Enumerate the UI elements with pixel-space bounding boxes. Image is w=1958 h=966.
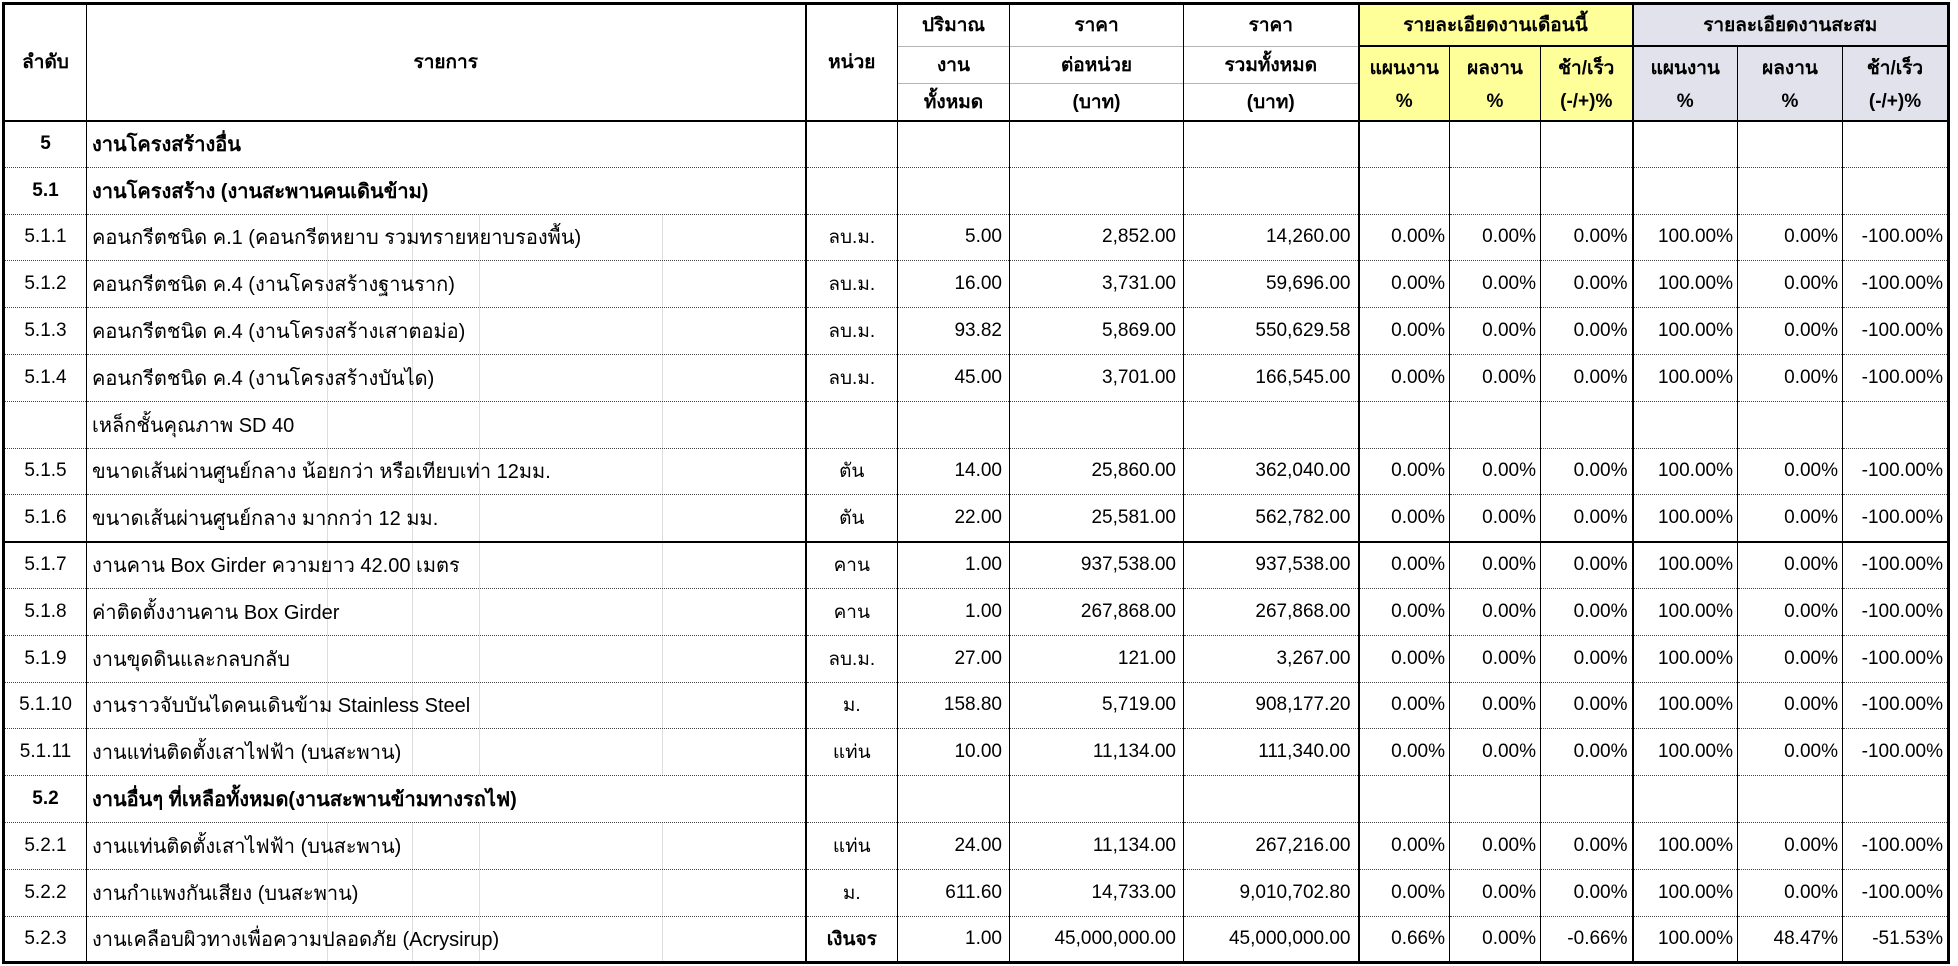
header-month-plan <box>1359 46 1450 121</box>
cell-unit-price: 25,860.00 <box>1010 448 1184 495</box>
cell-m-actual: 0.00% <box>1450 354 1541 401</box>
cell-m-diff: 0.00% <box>1541 869 1633 916</box>
cell-m-diff: 0.00% <box>1541 261 1633 308</box>
cell-no: 5.2.1 <box>4 822 87 869</box>
cell-m-plan <box>1359 121 1450 168</box>
cell-item: คอนกรีตชนิด ค.4 (งานโครงสร้างฐานราก) <box>87 261 806 308</box>
cell-m-actual: 0.00% <box>1450 729 1541 776</box>
cell-m-actual <box>1450 401 1541 448</box>
cell-c-actual <box>1738 776 1843 823</box>
cell-total-price <box>1184 121 1359 168</box>
cell-qty: 16.00 <box>898 261 1010 308</box>
cell-unit: เงินจร <box>806 916 898 963</box>
cell-item: งานกำแพงกันเสียง (บนสะพาน) <box>87 869 806 916</box>
cell-unit-price: 11,134.00 <box>1010 729 1184 776</box>
cell-item: คอนกรีตชนิด ค.1 (คอนกรีตหยาบ รวมทรายหยาบรองพื้น) <box>87 214 806 261</box>
cell-qty: 10.00 <box>898 729 1010 776</box>
cell-m-plan: 0.00% <box>1359 542 1450 589</box>
cell-c-actual: 0.00% <box>1738 542 1843 589</box>
cell-no: 5.1.6 <box>4 495 87 542</box>
cell-c-plan <box>1633 167 1738 214</box>
cell-m-diff: 0.00% <box>1541 588 1633 635</box>
cell-total-price: 166,545.00 <box>1184 354 1359 401</box>
cell-m-plan: 0.00% <box>1359 635 1450 682</box>
cell-qty: 93.82 <box>898 308 1010 355</box>
cell-item: งานขุดดินและกลบกลับ <box>87 635 806 682</box>
cell-no: 5.2.2 <box>4 869 87 916</box>
cell-c-actual: 0.00% <box>1738 588 1843 635</box>
cell-m-plan: 0.00% <box>1359 308 1450 355</box>
table-row <box>4 869 1949 916</box>
cell-no: 5.1.3 <box>4 308 87 355</box>
cell-total-price: 267,216.00 <box>1184 822 1359 869</box>
table-row <box>4 495 1949 542</box>
cell-total-price: 908,177.20 <box>1184 682 1359 729</box>
cell-m-actual: 0.00% <box>1450 682 1541 729</box>
table-row <box>4 635 1949 682</box>
cell-unit-price: 5,869.00 <box>1010 308 1184 355</box>
cell-qty: 14.00 <box>898 448 1010 495</box>
table-row <box>4 167 1949 214</box>
cell-m-diff: 0.00% <box>1541 448 1633 495</box>
header-month-diff-label: ช้า/เร็ว <box>1558 58 1615 80</box>
cell-unit-price: 14,733.00 <box>1010 869 1184 916</box>
header-total-price-line2: รวมทั้งหมด <box>1184 46 1359 83</box>
cell-unit: ลบ.ม. <box>806 261 898 308</box>
cell-c-diff: -100.00% <box>1843 869 1949 916</box>
cell-m-diff: 0.00% <box>1541 635 1633 682</box>
cell-c-plan: 100.00% <box>1633 354 1738 401</box>
cell-c-diff <box>1843 776 1949 823</box>
cell-unit-price: 937,538.00 <box>1010 542 1184 589</box>
cell-m-actual: 0.00% <box>1450 261 1541 308</box>
cell-total-price: 562,782.00 <box>1184 495 1359 542</box>
cell-c-actual: 0.00% <box>1738 682 1843 729</box>
header-cum-plan-label: แผนงาน <box>1650 58 1720 80</box>
cell-c-actual <box>1738 401 1843 448</box>
cell-c-plan <box>1633 401 1738 448</box>
cell-c-actual: 48.47% <box>1738 916 1843 963</box>
cell-unit: คาน <box>806 588 898 635</box>
cell-c-plan: 100.00% <box>1633 542 1738 589</box>
cell-item: คอนกรีตชนิด ค.4 (งานโครงสร้างเสาตอม่อ) <box>87 308 806 355</box>
cell-c-actual: 0.00% <box>1738 354 1843 401</box>
header-cum-diff-label: ช้า/เร็ว <box>1866 58 1924 80</box>
header-qty-line3: ทั้งหมด <box>898 83 1010 121</box>
cell-c-actual: 0.00% <box>1738 308 1843 355</box>
cell-m-actual: 0.00% <box>1450 822 1541 869</box>
cell-c-diff: -100.00% <box>1843 635 1949 682</box>
cell-c-plan: 100.00% <box>1633 729 1738 776</box>
table-row <box>4 261 1949 308</box>
cell-m-plan: 0.00% <box>1359 495 1450 542</box>
header-total-price-line1: ราคา <box>1184 4 1359 47</box>
cell-unit <box>806 776 898 823</box>
cell-c-plan: 100.00% <box>1633 308 1738 355</box>
cell-m-diff: 0.00% <box>1541 822 1633 869</box>
cell-m-actual: 0.00% <box>1450 588 1541 635</box>
table-row <box>4 354 1949 401</box>
cell-c-plan <box>1633 776 1738 823</box>
cell-unit-price <box>1010 167 1184 214</box>
cell-c-actual <box>1738 167 1843 214</box>
cell-c-diff: -100.00% <box>1843 729 1949 776</box>
cell-unit-price <box>1010 121 1184 168</box>
cell-c-diff: -100.00% <box>1843 588 1949 635</box>
cell-c-diff: -100.00% <box>1843 354 1949 401</box>
header-row-1 <box>4 4 1949 47</box>
cell-m-actual: 0.00% <box>1450 869 1541 916</box>
cell-m-diff <box>1541 776 1633 823</box>
cell-qty <box>898 401 1010 448</box>
cell-c-diff: -51.53% <box>1843 916 1949 963</box>
cell-item: งานเคลือบผิวทางเพื่อความปลอดภัย (Acrysirup) <box>87 916 806 963</box>
cell-unit: ลบ.ม. <box>806 214 898 261</box>
cell-m-plan: 0.00% <box>1359 261 1450 308</box>
cell-unit: แท่น <box>806 729 898 776</box>
cell-unit-price <box>1010 401 1184 448</box>
cell-item: งานคาน Box Girder ความยาว 42.00 เมตร <box>87 542 806 589</box>
header-cumulative-group: รายละเอียดงานสะสม <box>1633 4 1949 47</box>
cell-no: 5.1.10 <box>4 682 87 729</box>
header-month-plan-pct: % <box>1395 91 1413 113</box>
cell-total-price: 550,629.58 <box>1184 308 1359 355</box>
cell-c-diff: -100.00% <box>1843 542 1949 589</box>
cell-m-diff: -0.66% <box>1541 916 1633 963</box>
cell-unit: ลบ.ม. <box>806 308 898 355</box>
cell-m-plan: 0.00% <box>1359 729 1450 776</box>
cell-total-price: 3,267.00 <box>1184 635 1359 682</box>
table-body <box>4 121 1949 963</box>
header-unit: หน่วย <box>806 4 898 121</box>
cell-c-actual: 0.00% <box>1738 822 1843 869</box>
cell-m-actual: 0.00% <box>1450 495 1541 542</box>
cell-item: ขนาดเส้นผ่านศูนย์กลาง มากกว่า 12 มม. <box>87 495 806 542</box>
cell-c-actual: 0.00% <box>1738 214 1843 261</box>
cell-total-price: 9,010,702.80 <box>1184 869 1359 916</box>
header-month-diff-pct: (-/+)% <box>1560 91 1613 113</box>
cell-unit: ลบ.ม. <box>806 354 898 401</box>
table-header <box>4 4 1949 121</box>
cell-unit-price: 3,701.00 <box>1010 354 1184 401</box>
cell-m-plan: 0.00% <box>1359 682 1450 729</box>
cell-m-actual: 0.00% <box>1450 635 1541 682</box>
cell-c-diff: -100.00% <box>1843 214 1949 261</box>
cell-no: 5.1.2 <box>4 261 87 308</box>
cell-total-price: 267,868.00 <box>1184 588 1359 635</box>
header-unit-price-line1: ราคา <box>1010 4 1184 47</box>
cell-unit-price: 5,719.00 <box>1010 682 1184 729</box>
cell-c-plan <box>1633 121 1738 168</box>
cell-m-diff: 0.00% <box>1541 542 1633 589</box>
cell-unit <box>806 401 898 448</box>
table-row <box>4 542 1949 589</box>
cell-no: 5.1 <box>4 167 87 214</box>
cell-m-actual: 0.00% <box>1450 542 1541 589</box>
cell-unit: ลบ.ม. <box>806 635 898 682</box>
cell-qty <box>898 167 1010 214</box>
cell-c-actual: 0.00% <box>1738 869 1843 916</box>
cell-m-diff: 0.00% <box>1541 214 1633 261</box>
cell-unit-price: 267,868.00 <box>1010 588 1184 635</box>
cell-no: 5.1.8 <box>4 588 87 635</box>
cell-unit: ตัน <box>806 495 898 542</box>
header-cum-actual-label: ผลงาน <box>1762 58 1818 80</box>
header-month-group: รายละเอียดงานเดือนนี้ <box>1359 4 1633 47</box>
cell-total-price: 937,538.00 <box>1184 542 1359 589</box>
cell-no: 5.1.1 <box>4 214 87 261</box>
cell-item: ขนาดเส้นผ่านศูนย์กลาง น้อยกว่า หรือเทียบเท่า 12มม. <box>87 448 806 495</box>
cell-c-plan: 100.00% <box>1633 214 1738 261</box>
cell-no: 5.2.3 <box>4 916 87 963</box>
cell-item: เหล็กชั้นคุณภาพ SD 40 <box>87 401 806 448</box>
cell-m-plan: 0.00% <box>1359 214 1450 261</box>
cell-unit-price: 121.00 <box>1010 635 1184 682</box>
header-cum-actual-pct: % <box>1781 91 1799 113</box>
cell-m-diff: 0.00% <box>1541 354 1633 401</box>
cell-c-plan: 100.00% <box>1633 495 1738 542</box>
cell-unit-price: 3,731.00 <box>1010 261 1184 308</box>
cell-m-diff: 0.00% <box>1541 682 1633 729</box>
cell-qty: 24.00 <box>898 822 1010 869</box>
cell-unit-price <box>1010 776 1184 823</box>
cell-m-plan: 0.00% <box>1359 448 1450 495</box>
cell-c-plan: 100.00% <box>1633 448 1738 495</box>
header-cum-diff-pct: (-/+)% <box>1868 91 1922 113</box>
table-row <box>4 214 1949 261</box>
cell-unit <box>806 121 898 168</box>
cell-item: งานโครงสร้างอื่น <box>87 121 806 168</box>
cell-total-price: 111,340.00 <box>1184 729 1359 776</box>
cell-unit: ตัน <box>806 448 898 495</box>
table-row <box>4 729 1949 776</box>
cell-c-actual: 0.00% <box>1738 448 1843 495</box>
cell-qty: 27.00 <box>898 635 1010 682</box>
cell-c-actual: 0.00% <box>1738 495 1843 542</box>
cell-c-actual: 0.00% <box>1738 261 1843 308</box>
cell-unit: คาน <box>806 542 898 589</box>
cell-c-diff: -100.00% <box>1843 822 1949 869</box>
cell-total-price <box>1184 401 1359 448</box>
cell-m-diff <box>1541 401 1633 448</box>
header-item: รายการ <box>87 4 806 121</box>
cell-c-diff: -100.00% <box>1843 448 1949 495</box>
header-month-diff <box>1541 46 1633 121</box>
header-month-plan-label: แผนงาน <box>1369 58 1439 80</box>
cell-c-actual: 0.00% <box>1738 635 1843 682</box>
cell-qty: 611.60 <box>898 869 1010 916</box>
table-row <box>4 822 1949 869</box>
cell-m-actual <box>1450 121 1541 168</box>
table-row <box>4 308 1949 355</box>
cell-m-diff: 0.00% <box>1541 495 1633 542</box>
header-qty-line2: งาน <box>898 46 1010 83</box>
cell-unit: ม. <box>806 682 898 729</box>
cell-c-diff <box>1843 401 1949 448</box>
cell-qty <box>898 121 1010 168</box>
cell-m-actual: 0.00% <box>1450 214 1541 261</box>
header-cum-actual <box>1738 46 1843 121</box>
cell-m-plan <box>1359 401 1450 448</box>
cell-total-price: 362,040.00 <box>1184 448 1359 495</box>
cell-qty: 158.80 <box>898 682 1010 729</box>
cell-no: 5.1.9 <box>4 635 87 682</box>
cell-qty: 5.00 <box>898 214 1010 261</box>
cell-item: คอนกรีตชนิด ค.4 (งานโครงสร้างบันได) <box>87 354 806 401</box>
cell-no: 5.2 <box>4 776 87 823</box>
header-month-actual <box>1450 46 1541 121</box>
table-row <box>4 401 1949 448</box>
table-row <box>4 682 1949 729</box>
cell-m-actual <box>1450 167 1541 214</box>
cell-item: งานแท่นติดตั้งเสาไฟฟ้า (บนสะพาน) <box>87 822 806 869</box>
cell-qty <box>898 776 1010 823</box>
cell-m-diff: 0.00% <box>1541 729 1633 776</box>
cell-qty: 1.00 <box>898 916 1010 963</box>
cell-c-diff: -100.00% <box>1843 495 1949 542</box>
cell-item: งานโครงสร้าง (งานสะพานคนเดินข้าม) <box>87 167 806 214</box>
cell-m-plan: 0.00% <box>1359 354 1450 401</box>
cell-no <box>4 401 87 448</box>
table-row <box>4 121 1949 168</box>
cell-item: งานอื่นๆ ที่เหลือทั้งหมด(งานสะพานข้ามทางรถไฟ) <box>87 776 806 823</box>
cell-c-plan: 100.00% <box>1633 588 1738 635</box>
cell-c-actual <box>1738 121 1843 168</box>
header-total-price-line3: (บาท) <box>1184 83 1359 121</box>
header-unit-price-line2: ต่อหน่วย <box>1010 46 1184 83</box>
cell-c-plan: 100.00% <box>1633 682 1738 729</box>
header-month-actual-label: ผลงาน <box>1467 58 1523 80</box>
cell-no: 5.1.11 <box>4 729 87 776</box>
cell-unit <box>806 167 898 214</box>
table-row <box>4 588 1949 635</box>
cell-m-plan <box>1359 776 1450 823</box>
cell-unit: แท่น <box>806 822 898 869</box>
cell-total-price <box>1184 776 1359 823</box>
header-cum-diff <box>1843 46 1949 121</box>
cell-m-plan: 0.00% <box>1359 588 1450 635</box>
cell-no: 5.1.4 <box>4 354 87 401</box>
cell-item: ค่าติดตั้งงานคาน Box Girder <box>87 588 806 635</box>
cell-c-diff: -100.00% <box>1843 682 1949 729</box>
cell-m-plan <box>1359 167 1450 214</box>
cell-c-plan: 100.00% <box>1633 916 1738 963</box>
table-row <box>4 776 1949 823</box>
cell-m-actual <box>1450 776 1541 823</box>
cell-m-plan: 0.00% <box>1359 822 1450 869</box>
cell-item: งานราวจับบันไดคนเดินข้าม Stainless Steel <box>87 682 806 729</box>
cell-m-diff <box>1541 121 1633 168</box>
cell-no: 5 <box>4 121 87 168</box>
cell-total-price: 45,000,000.00 <box>1184 916 1359 963</box>
cell-unit: ม. <box>806 869 898 916</box>
cell-c-diff: -100.00% <box>1843 261 1949 308</box>
cell-unit-price: 45,000,000.00 <box>1010 916 1184 963</box>
cell-qty: 1.00 <box>898 588 1010 635</box>
header-cum-plan-pct: % <box>1676 91 1694 113</box>
cell-m-diff <box>1541 167 1633 214</box>
cell-m-diff: 0.00% <box>1541 308 1633 355</box>
cell-c-diff <box>1843 167 1949 214</box>
cell-c-plan: 100.00% <box>1633 635 1738 682</box>
cell-c-plan: 100.00% <box>1633 261 1738 308</box>
cell-unit-price: 25,581.00 <box>1010 495 1184 542</box>
cell-m-actual: 0.00% <box>1450 448 1541 495</box>
table-row <box>4 448 1949 495</box>
cell-total-price: 59,696.00 <box>1184 261 1359 308</box>
cell-unit-price: 11,134.00 <box>1010 822 1184 869</box>
cell-c-actual: 0.00% <box>1738 729 1843 776</box>
cell-m-actual: 0.00% <box>1450 916 1541 963</box>
cell-unit-price: 2,852.00 <box>1010 214 1184 261</box>
cell-c-diff: -100.00% <box>1843 308 1949 355</box>
header-no: ลำดับ <box>4 4 87 121</box>
boq-progress-table <box>2 2 1950 964</box>
cell-total-price <box>1184 167 1359 214</box>
cell-qty: 1.00 <box>898 542 1010 589</box>
cell-qty: 45.00 <box>898 354 1010 401</box>
cell-no: 5.1.5 <box>4 448 87 495</box>
cell-m-plan: 0.66% <box>1359 916 1450 963</box>
header-month-actual-pct: % <box>1486 91 1504 113</box>
header-unit-price-line3: (บาท) <box>1010 83 1184 121</box>
cell-item: งานแท่นติดตั้งเสาไฟฟ้า (บนสะพาน) <box>87 729 806 776</box>
table-row <box>4 916 1949 963</box>
cell-c-plan: 100.00% <box>1633 869 1738 916</box>
cell-m-plan: 0.00% <box>1359 869 1450 916</box>
cell-m-actual: 0.00% <box>1450 308 1541 355</box>
cell-c-diff <box>1843 121 1949 168</box>
header-cum-plan <box>1633 46 1738 121</box>
cell-no: 5.1.7 <box>4 542 87 589</box>
cell-c-plan: 100.00% <box>1633 822 1738 869</box>
cell-total-price: 14,260.00 <box>1184 214 1359 261</box>
cell-qty: 22.00 <box>898 495 1010 542</box>
header-qty-line1: ปริมาณ <box>898 4 1010 47</box>
